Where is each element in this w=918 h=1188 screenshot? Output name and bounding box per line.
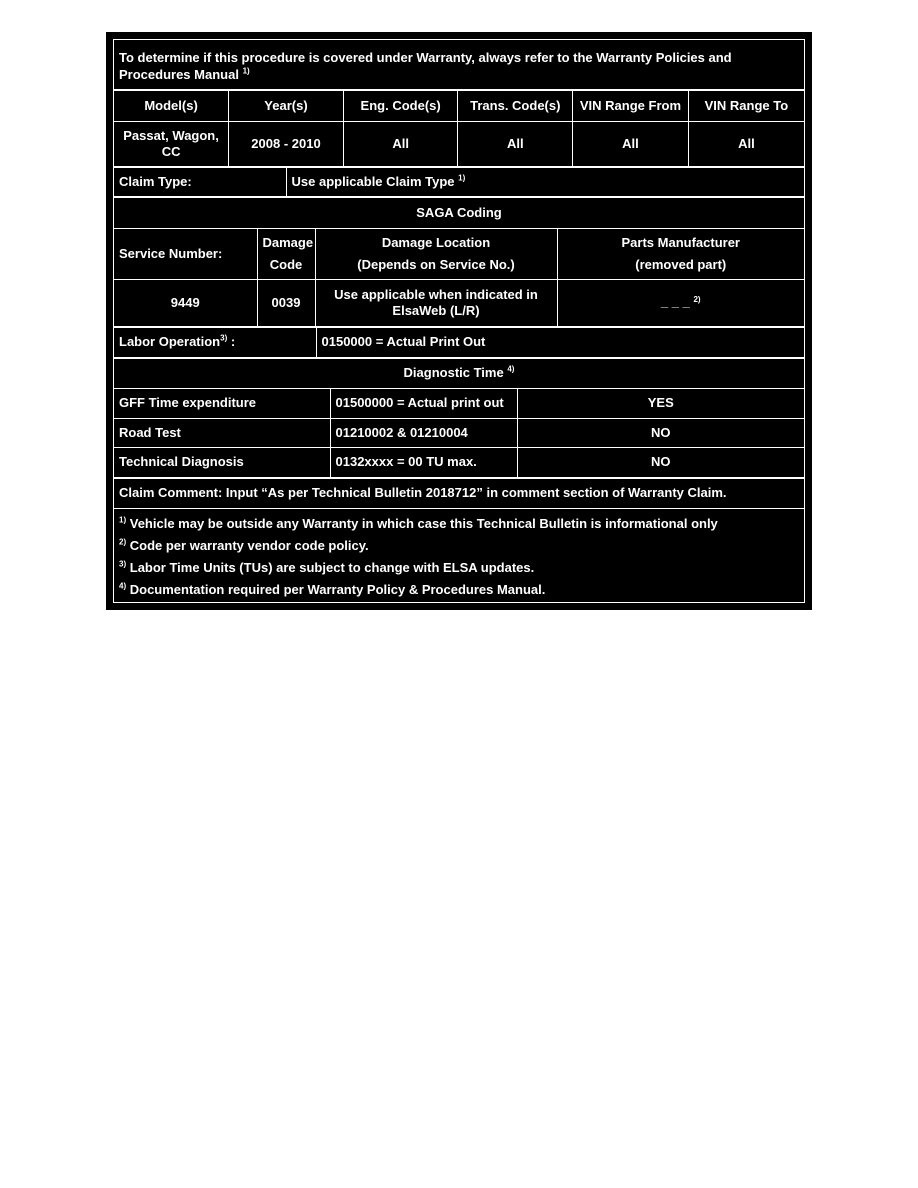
footnotes — [114, 509, 804, 605]
footnote-sup: 3) — [119, 559, 127, 569]
cell-vin-to: All — [688, 121, 804, 166]
diagnostic-name: GFF Time expenditure — [114, 388, 330, 418]
col-header-vin-to: VIN Range To — [688, 90, 804, 121]
footnote-text: Documentation required per Warranty Policy & Procedures Manual. — [129, 581, 546, 597]
warranty-table-frame — [113, 39, 805, 603]
footnote-text: Labor Time Units (TUs) are subject to change with ELSA updates. — [129, 559, 535, 575]
saga-header-damage-location — [315, 228, 557, 279]
saga-title: SAGA Coding — [114, 197, 804, 228]
claim-comment: Claim Comment: Input “As per Technical Bulletin 2018712” in comment section of Warranty Claim. — [114, 478, 804, 508]
cell-years: 2008 - 2010 — [229, 121, 344, 166]
header-table — [114, 40, 804, 90]
labor-operation-label-text: Labor Operation — [119, 334, 221, 349]
saga-header-parts-manufacturer — [557, 228, 804, 279]
warranty-header-sup: 1) — [242, 66, 250, 76]
labor-operation-colon: : — [227, 334, 236, 349]
vehicle-header-row — [114, 90, 804, 121]
footnote-item — [119, 579, 799, 601]
diagnostic-title-sup: 4) — [507, 364, 515, 374]
warranty-header — [114, 40, 804, 89]
cell-trans-codes: All — [458, 121, 573, 166]
diagnostic-title-row — [114, 358, 804, 388]
labor-operation-label — [114, 327, 316, 357]
saga-table — [114, 197, 804, 327]
footnote-sup: 1) — [119, 515, 127, 525]
col-header-years: Year(s) — [229, 90, 344, 121]
cell-eng-codes: All — [343, 121, 458, 166]
labor-operation-sup: 3) — [220, 333, 228, 343]
saga-header-parts-manufacturer-line1: Parts Manufacturer — [621, 234, 740, 250]
diagnostic-title-text: Diagnostic Time — [403, 365, 504, 380]
diagnostic-code: 0132xxxx = 00 TU max. — [330, 447, 517, 477]
col-header-models: Model(s) — [114, 90, 229, 121]
diagnostic-row — [114, 447, 804, 477]
saga-parts-manufacturer-value: _ _ _ — [660, 293, 690, 309]
diagnostic-row — [114, 418, 804, 447]
saga-header-service-number: Service Number: — [114, 228, 257, 279]
saga-header-damage-location-line1: Damage Location — [381, 234, 491, 250]
labor-operation-value: 0150000 = Actual Print Out — [316, 327, 804, 357]
vehicle-table — [114, 90, 804, 167]
diagnostic-name: Technical Diagnosis — [114, 447, 330, 477]
saga-header-parts-manufacturer-line2: (removed part) — [635, 256, 727, 272]
footnote-item — [119, 557, 799, 579]
labor-operation-row — [114, 327, 804, 357]
saga-parts-manufacturer-sup: 2) — [693, 294, 701, 304]
footnote-item — [119, 535, 799, 557]
footnote-sup: 2) — [119, 537, 127, 547]
cell-vin-from: All — [573, 121, 689, 166]
col-header-vin-from: VIN Range From — [573, 90, 689, 121]
diagnostic-flag: YES — [517, 388, 804, 418]
claim-comment-table — [114, 478, 804, 509]
footnote-text: Vehicle may be outside any Warranty in which case this Technical Bulletin is informational only — [129, 515, 718, 531]
col-header-trans-codes: Trans. Code(s) — [458, 90, 573, 121]
saga-data-row — [114, 279, 804, 326]
vehicle-data-row — [114, 121, 804, 166]
saga-service-number: 9449 — [114, 279, 257, 326]
diagnostic-code: 01210002 & 01210004 — [330, 418, 517, 447]
claim-type-row — [114, 167, 804, 196]
diagnostic-title — [114, 358, 804, 388]
footnote-sup: 4) — [119, 581, 127, 591]
saga-header-damage-code-line2: Code — [269, 256, 303, 272]
claim-type-sup: 1) — [458, 173, 466, 183]
saga-damage-location: Use applicable when indicated in ElsaWeb (L/R) — [315, 279, 557, 326]
footnotes-table — [114, 509, 804, 605]
claim-type-value-text: Use applicable Claim Type — [291, 173, 455, 189]
saga-damage-code: 0039 — [257, 279, 315, 326]
claim-type-label: Claim Type: — [114, 167, 286, 196]
footnote-text: Code per warranty vendor code policy. — [129, 537, 369, 553]
diagnostic-table — [114, 358, 804, 478]
cell-models: Passat, Wagon, CC — [114, 121, 229, 166]
saga-header-damage-code — [257, 228, 315, 279]
diagnostic-row — [114, 388, 804, 418]
saga-header-damage-code-line1: Damage — [262, 234, 314, 250]
saga-title-row — [114, 197, 804, 228]
footnote-item — [119, 513, 799, 535]
diagnostic-flag: NO — [517, 418, 804, 447]
saga-header-damage-location-line2: (Depends on Service No.) — [357, 256, 515, 272]
claim-type-value — [286, 167, 804, 196]
diagnostic-code: 01500000 = Actual print out — [330, 388, 517, 418]
saga-header-row — [114, 228, 804, 279]
diagnostic-flag: NO — [517, 447, 804, 477]
saga-parts-manufacturer — [557, 279, 804, 326]
diagnostic-name: Road Test — [114, 418, 330, 447]
labor-operation-table — [114, 327, 804, 358]
warranty-header-text: To determine if this procedure is covered under Warranty, always refer to the Warranty Policies and Procedures Manual — [119, 49, 732, 82]
warranty-panel — [106, 32, 812, 610]
col-header-eng-codes: Eng. Code(s) — [343, 90, 458, 121]
claim-type-table — [114, 167, 804, 197]
